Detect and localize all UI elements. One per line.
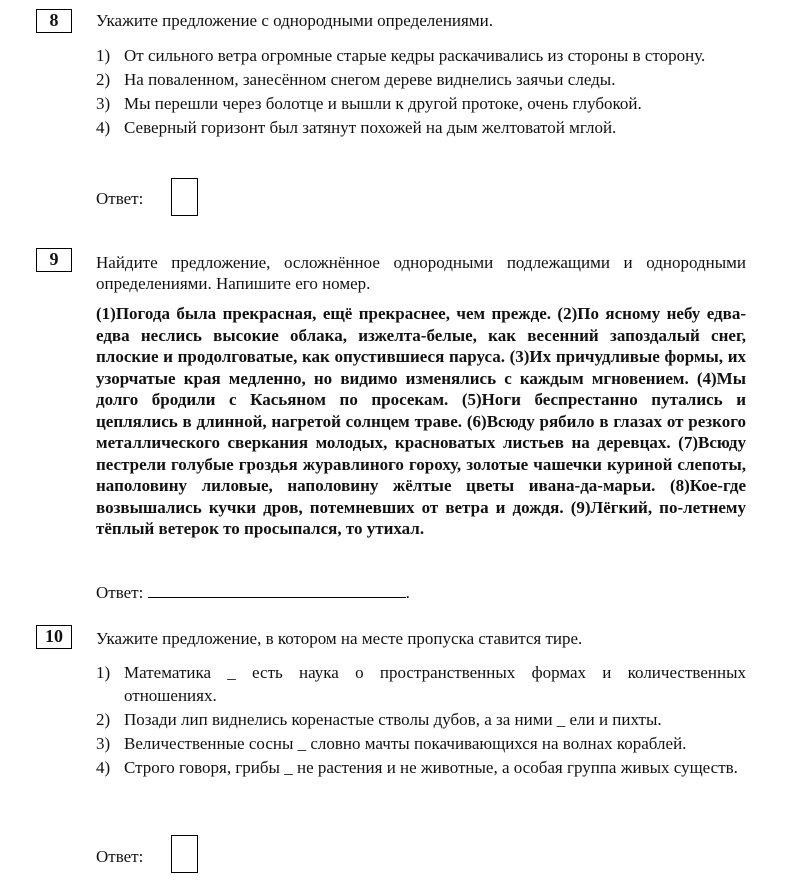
options-list bbox=[96, 661, 746, 780]
task-number-box: 9 bbox=[36, 248, 72, 272]
option-4: 4) Строго говоря, грибы _ не растения и не животные, а особая группа живых существ. bbox=[96, 758, 738, 777]
task-question: Укажите предложение, в котором на месте пропуска ставится тире. bbox=[96, 629, 583, 648]
task-question: Найдите предложение, осложнённое однородными подлежащими и однородными определениями. Напишите его номер. bbox=[96, 253, 746, 293]
option-2: 2) Позади лип виднелись коренастые стволы дубов, а за ними _ ели и пихты. bbox=[96, 710, 662, 729]
task-number-box: 8 bbox=[36, 9, 72, 33]
answer-box[interactable] bbox=[171, 178, 198, 216]
answer-box[interactable] bbox=[171, 835, 198, 873]
option-3: 3) Величественные сосны _ словно мачты покачивающихся на волнах кораблей. bbox=[96, 734, 687, 753]
options-list bbox=[96, 44, 746, 140]
answer-line[interactable] bbox=[148, 583, 406, 598]
option-1: 1) От сильного ветра огромные старые кедры раскачивались из стороны в сторону. bbox=[96, 46, 706, 65]
task-question: Укажите предложение с однородными определениями. bbox=[96, 11, 493, 30]
answer-label: Ответ: bbox=[96, 847, 144, 866]
answer-label: Ответ: bbox=[96, 583, 144, 602]
option-1: 1) Математика _ есть наука о пространственных формах и количественных отношениях. bbox=[96, 663, 746, 705]
option-2: 2) На поваленном, занесённом снегом дереве виднелись заячьи следы. bbox=[96, 70, 616, 89]
reading-text: (1)Погода была прекрасная, ещё прекраснее, чем прежде. (2)По ясному небу едва-едва неслись высокие облака, изжелта-белые, как весенний запоздалый снег, плоские и продолговатые, как опустившиеся паруса. (3)Их причудливые формы, их узорчатые края медленно, но видимо изменялись с каждым мгновением. (4)Мы долго бродили с Касьяном по просекам. (5)Ноги беспрестанно путались и цеплялись в длинной, нагретой солнцем траве. (6)Всюду рябило в глазах от резкого металлического сверкания молодых, красноватых листьев на деревцах. (7)Всюду пестрели голубые гроздья журавлиного гороху, золотые чашечки куриной слепоты, наполовину лиловые, наполовину жёлтые цветы ивана-да-марьи. (8)Кое-где возвышались кучки дров, потемневших от ветра и дождя. (9)Лёгкий, по-летнему тёплый ветерок то просыпался, то утихал. bbox=[96, 304, 746, 538]
option-3: 3) Мы перешли через болотце и вышли к другой протоке, очень глубокой. bbox=[96, 94, 642, 113]
answer-end: . bbox=[405, 583, 410, 602]
task-number-box: 10 bbox=[36, 625, 72, 649]
option-4: 4) Северный горизонт был затянут похожей на дым желтоватой мглой. bbox=[96, 118, 617, 137]
answer-row bbox=[96, 582, 410, 603]
answer-label: Ответ: bbox=[96, 189, 144, 208]
